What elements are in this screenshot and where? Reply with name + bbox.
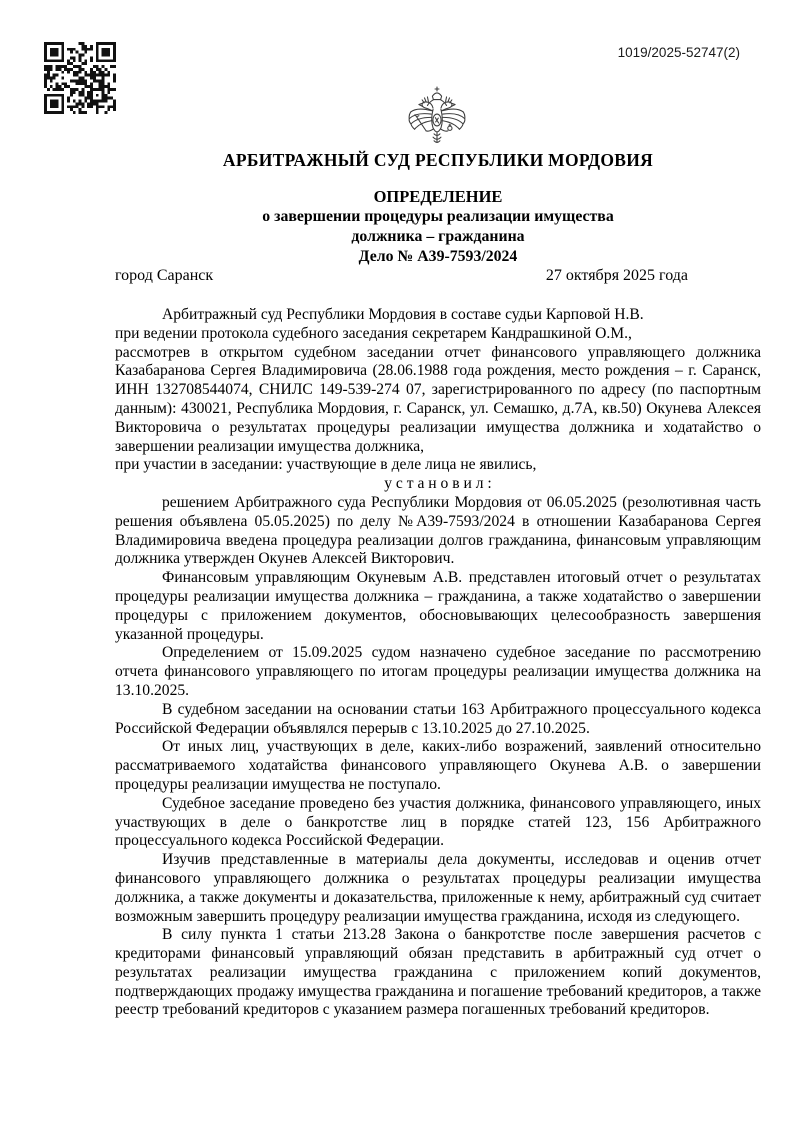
document-header bbox=[115, 150, 761, 267]
paragraph: От иных лиц, участвующих в деле, каких-либо возражений, заявлений относительно рассматриваемого ходатайства финансового управляющего Окунева А.В. о завершении процедуры реализации имущества не поступало. bbox=[115, 738, 761, 793]
paragraph: В силу пункта 1 статьи 213.28 Закона о банкротстве после завершения расчетов с кредиторами финансовый управляющий обязан представить в арбитражный суд отчет о результатах реализации имущества гражданина с приложением копий документов, подтверждающих продажу имущества гражданина и погашение требований кредиторов, а также реестр требований кредиторов с указанием размера погашенных требований кредиторов. bbox=[115, 926, 761, 1019]
document-body bbox=[115, 306, 761, 1020]
city-label: город Саранск bbox=[115, 267, 214, 284]
paragraph: Изучив представленные в материалы дела документы, исследовав и оценив отчет финансового управляющего должника о результатах процедуры реализации имущества должника, а также документы и доказательства, приложенные к нему, арбитражный суд считает возможным завершить процедуру реализации имущества гражданина, исходя из следующего. bbox=[115, 851, 761, 925]
paragraph: Судебное заседание проведено без участия должника, финансового управляющего, иных участвующих в деле о банкротстве лиц в порядке статей 123, 156 Арбитражного процессуального кодекса Российской Федерации. bbox=[115, 794, 761, 850]
date-label: 27 октября 2025 года bbox=[545, 267, 688, 284]
paragraph: Финансовым управляющим Окуневым А.В. представлен итоговый отчет о результатах процедуры реализации имущества должника – гражданина, а также ходатайство о завершении процедуры с приложением документов, обосновывающих целесообразность завершения указанной процедуры. bbox=[115, 569, 761, 643]
paragraph: при ведении протокола судебного заседания секретарем Кандрашкиной О.М., bbox=[115, 324, 632, 342]
paragraph: Определением от 15.09.2025 судом назначено судебное заседание по рассмотрению отчета финансового управляющего по итогам процедуры реализации имущества должника на 13.10.2025. bbox=[115, 644, 761, 699]
coat-of-arms-eagle-icon bbox=[404, 84, 470, 156]
document-subtitle-line1: о завершении процедуры реализации имущества bbox=[262, 208, 614, 225]
paragraph: Арбитражный суд Республики Мордовия в составе судьи Карповой Н.В. bbox=[162, 306, 644, 323]
place-date-row bbox=[115, 267, 761, 285]
case-number: Дело № А39-7593/2024 bbox=[358, 248, 518, 265]
document-title: ОПРЕДЕЛЕНИЕ bbox=[373, 187, 503, 206]
paragraph: решением Арбитражного суда Республики Мордовия от 06.05.2025 (резолютивная часть решения объявлена 05.05.2025) по делу №А39-7593/2024 в отношении Казабаранова Сергея Владимировича введена процедура реализации долгов гражданина, финансовым управляющим должника утвержден Окунев Алексей Викторович. bbox=[115, 493, 761, 568]
paragraph: при участии в заседании: участвующие в деле лица не явились, bbox=[115, 456, 537, 474]
document-subtitle-line2: должника – гражданина bbox=[351, 228, 525, 245]
paragraph: у с т а н о в и л : bbox=[384, 475, 492, 493]
paragraph: В судебном заседании на основании статьи 163 Арбитражного процессуального кодекса Российской Федерации объявлялся перерыв с 13.10.2025 до 27.10.2025. bbox=[115, 700, 761, 737]
document-number: 1019/2025-52747(2) bbox=[617, 45, 740, 60]
paragraph: рассмотрев в открытом судебном заседании отчет финансового управляющего должника Казабаранова Сергея Владимировича (28.06.1988 года рождения, место рождения – г. Саранск, ИНН 132708544074, СНИЛС 149-539-274 07, зарегистрированного по адресу (по паспортным данным): 430021, Республика Мордовия, г. Саранск, ул. Семашко, д.7А, кв.50) Окунева Алексея Викторовича о результатах процедуры реализации имущества должника и ходатайство о завершении реализации имущества должника, bbox=[115, 343, 761, 455]
qr-code-icon bbox=[44, 42, 116, 114]
court-name: АРБИТРАЖНЫЙ СУД РЕСПУБЛИКИ МОРДОВИЯ bbox=[222, 150, 654, 170]
